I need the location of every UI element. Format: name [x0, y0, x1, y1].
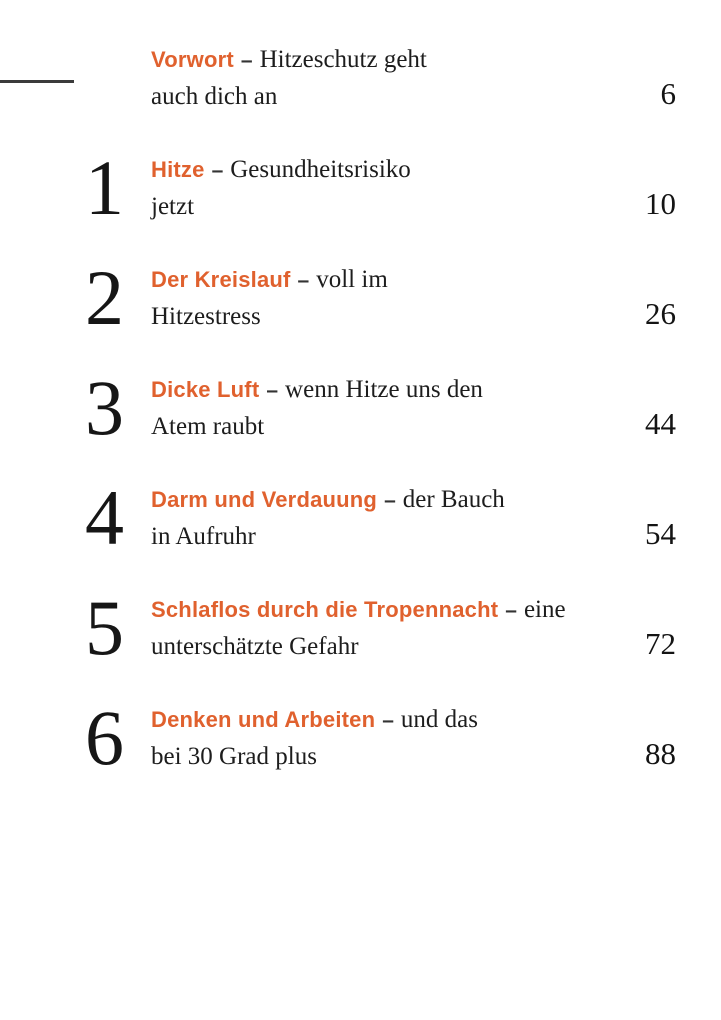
chapter-number: 1 — [85, 144, 124, 231]
chapter-title: Hitze — [151, 157, 205, 182]
dash-separator: – — [297, 269, 310, 292]
entry-line2 — [151, 188, 676, 222]
page-number: 54 — [645, 516, 676, 551]
page-number: 72 — [645, 626, 676, 661]
entry-text — [151, 484, 676, 552]
entry-text — [151, 44, 676, 112]
chapter-subtitle-line1: Hitzeschutz geht — [259, 46, 427, 73]
entry-line1 — [151, 44, 676, 78]
chapter-subtitle-line1: der Bauch — [402, 486, 505, 513]
entry-text — [151, 374, 676, 442]
entry-line1 — [151, 484, 676, 518]
entry-line2 — [151, 518, 676, 552]
chapter-number: 6 — [85, 694, 124, 781]
entry-line2 — [151, 738, 676, 772]
dash-separator: – — [266, 379, 279, 402]
entry-text — [151, 154, 676, 222]
toc-entry-chapter-1[interactable] — [0, 144, 721, 231]
entry-text — [151, 264, 676, 332]
dash-separator: – — [382, 709, 394, 732]
entry-line2 — [151, 298, 676, 332]
toc-entry-chapter-2[interactable] — [0, 254, 721, 341]
chapter-number: 2 — [85, 254, 124, 341]
chapter-title: Darm und Verdauung — [151, 487, 378, 512]
page-number: 26 — [645, 296, 676, 331]
chapter-title: Denken und Arbeiten — [151, 707, 376, 732]
entry-line1 — [151, 594, 676, 628]
toc-entry-chapter-4[interactable] — [0, 474, 721, 561]
chapter-subtitle-line2: jetzt — [151, 193, 195, 220]
chapter-subtitle-line2: Hitzestress — [151, 303, 261, 330]
entry-line1 — [151, 704, 676, 738]
chapter-title: Vorwort — [151, 47, 234, 72]
toc-entry-chapter-5[interactable] — [0, 584, 721, 671]
dash-separator: – — [384, 489, 396, 512]
entry-line1 — [151, 374, 676, 408]
toc-entry-vorwort[interactable] — [0, 46, 721, 110]
entry-line2 — [151, 78, 676, 112]
toc-entry-chapter-6[interactable] — [0, 694, 721, 781]
chapter-title: Schlaflos durch die Tropennacht — [151, 597, 499, 622]
page-number: 6 — [660, 76, 676, 111]
chapter-subtitle-line1: wenn Hitze uns den — [285, 376, 483, 403]
entry-text — [151, 704, 676, 772]
chapter-number: 3 — [85, 364, 124, 451]
chapter-subtitle-line2: in Aufruhr — [151, 523, 256, 550]
page-number: 88 — [645, 736, 676, 771]
chapter-title: Der Kreislauf — [151, 267, 291, 292]
chapter-subtitle-line1: eine — [523, 596, 566, 623]
entry-line2 — [151, 408, 676, 442]
chapter-subtitle-line2: Atem raubt — [151, 413, 265, 440]
dash-separator: – — [240, 49, 253, 72]
chapter-number: 4 — [85, 474, 124, 561]
page-number: 10 — [645, 186, 676, 221]
chapter-subtitle-line2: bei 30 Grad plus — [151, 743, 317, 770]
chapter-title: Dicke Luft — [151, 377, 260, 402]
chapter-subtitle-line1: Gesundheitsrisiko — [230, 156, 411, 183]
chapter-number: 5 — [85, 584, 124, 671]
table-of-contents — [0, 46, 721, 816]
entry-line1 — [151, 154, 676, 188]
entry-text — [151, 594, 676, 662]
dash-separator: – — [211, 159, 224, 182]
page-number: 44 — [645, 406, 676, 441]
chapter-subtitle-line1: und das — [400, 706, 478, 733]
entry-line1 — [151, 264, 676, 298]
dash-separator: – — [505, 599, 517, 622]
chapter-subtitle-line2: auch dich an — [151, 83, 278, 110]
chapter-subtitle-line2: unterschätzte Gefahr — [151, 633, 359, 660]
toc-entry-chapter-3[interactable] — [0, 364, 721, 451]
entry-line2 — [151, 628, 676, 662]
chapter-subtitle-line1: voll im — [316, 266, 388, 293]
